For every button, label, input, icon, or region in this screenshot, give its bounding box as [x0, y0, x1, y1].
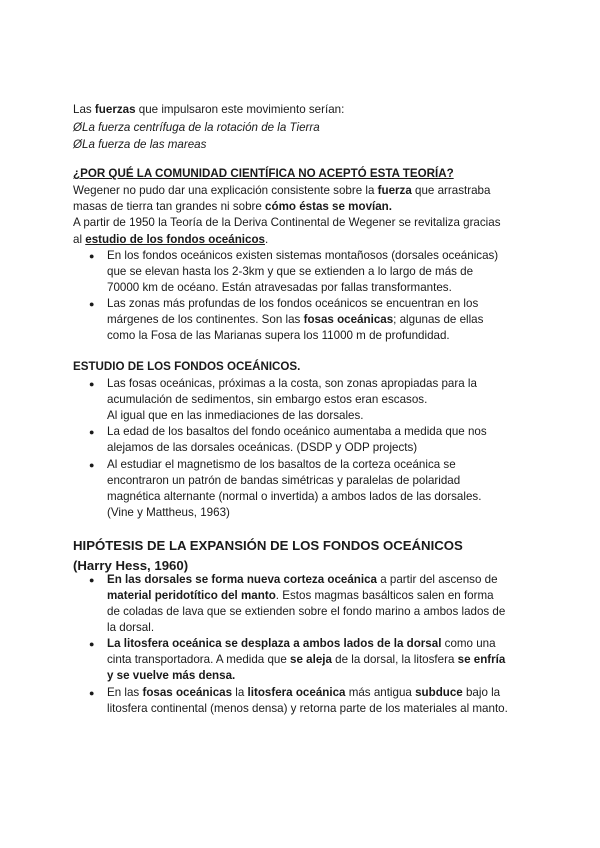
- section1-paragraph-line: al estudio de los fondos oceánicos.: [73, 233, 269, 246]
- section1-paragraph-line: A partir de 1950 la Teoría de la Deriva Continental de Wegener se revitaliza gracias: [73, 216, 501, 229]
- bullet-dot: ●: [89, 299, 95, 309]
- list-item: Las fosas oceánicas, próximas a la costa, son zonas apropiadas para la acumulación de sedimentos, sin embargo estos eran escasos. Al igual que en las inmediaciones de las dorsales.: [107, 377, 477, 422]
- section1-paragraph-line: masas de tierra tan grandes ni sobre cómo éstas se movían.: [73, 200, 392, 213]
- bullet-dot: ●: [89, 379, 95, 389]
- list-item: Al estudiar el magnetismo de los basaltos de la corteza oceánica se encontraron un patrón de bandas simétricas y paralelas de polaridad magnética alternante (normal o invertida) a ambos lados de las dorsales. (Vine y Mattheus, 1963): [107, 458, 482, 519]
- intro-line: Las fuerzas que impulsaron este movimiento serían:: [73, 103, 345, 116]
- section3-heading: HIPÓTESIS DE LA EXPANSIÓN DE LOS FONDOS OCEÁNICOS: [73, 538, 463, 553]
- bullet-dot: ●: [89, 688, 95, 698]
- section1-heading: ¿POR QUÉ LA COMUNIDAD CIENTÍFICA NO ACEPTÓ ESTA TEORÍA?: [73, 167, 454, 180]
- list-item: En las fosas oceánicas la litosfera oceánica más antigua subduce bajo la litosfera continental (menos densa) y retorna parte de los materiales al manto.: [107, 686, 508, 715]
- bullet-dot: ●: [89, 575, 95, 585]
- list-item: En los fondos oceánicos existen sistemas montañosos (dorsales oceánicas) que se elevan hasta los 2-3km y que se extienden a lo largo de más de 70000 km de océano. Están atravesadas por fallas transformantes.: [107, 249, 499, 294]
- bullet-dot: ●: [89, 427, 95, 437]
- list-item: Las zonas más profundas de los fondos oceánicos se encuentran en los márgenes de los continentes. Son las fosas oceánicas; algunas de ellas como la Fosa de las Marianas supera los 11000 m de profundidad.: [107, 297, 484, 342]
- bullet-dot: ●: [89, 460, 95, 470]
- section3-subheading: (Harry Hess, 1960): [73, 558, 189, 573]
- bullet-dot: ●: [89, 251, 95, 261]
- list-item: En las dorsales se forma nueva corteza oceánica a partir del ascenso de material peridotítico del manto. Estos magmas basálticos salen en forma de coladas de lava que se extienden sobre el fondo marino a ambos lados de la dorsal.: [107, 573, 506, 634]
- section2-heading: ESTUDIO DE LOS FONDOS OCEÁNICOS.: [73, 360, 301, 373]
- bullet-dot: ●: [89, 639, 95, 649]
- list-item: La litosfera oceánica se desplaza a ambos lados de la dorsal como una cinta transportadora. A medida que se aleja de la dorsal, la litosfera se enfría y se vuelve más densa.: [107, 637, 506, 682]
- list-item: La edad de los basaltos del fondo oceánico aumentaba a medida que nos alejamos de las dorsales oceánicas. (DSDP y ODP projects): [107, 425, 487, 454]
- intro-item-1: ØLa fuerza centrífuga de la rotación de la Tierra: [73, 121, 320, 134]
- section1-paragraph-line: Wegener no pudo dar una explicación consistente sobre la fuerza que arrastraba: [73, 184, 491, 197]
- intro-item-2: ØLa fuerza de las mareas: [73, 138, 207, 151]
